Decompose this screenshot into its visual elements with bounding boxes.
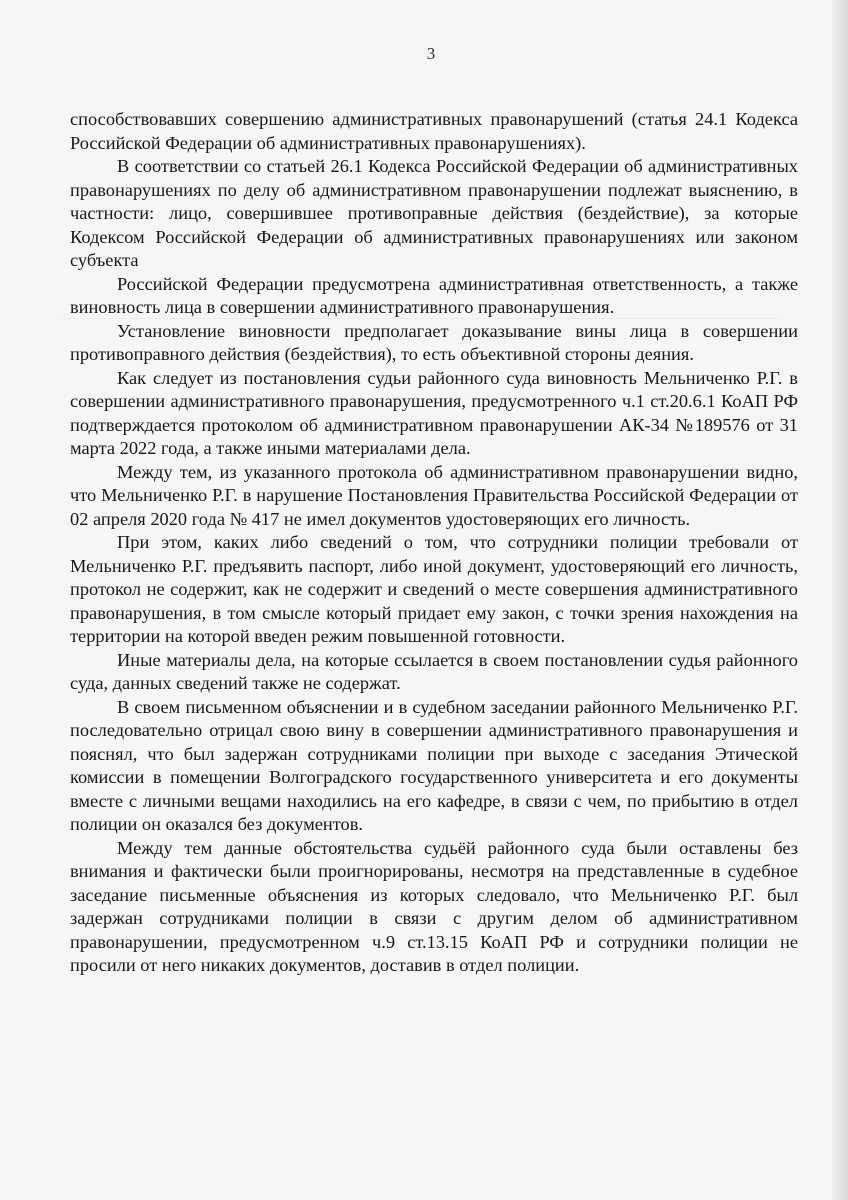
paragraph: Иные материалы дела, на которые ссылается в своем постановлении судья районного суда, данных сведений также не содержат. [70, 649, 798, 693]
paragraph: Между тем, из указанного протокола об административном правонарушении видно, что Мельниченко Р.Г. в нарушение Постановления Правительства Российской Федерации от 02 апреля 2020 года № 417 не имел документов удостоверяющих его личность. [70, 461, 798, 529]
scan-edge [832, 0, 848, 1200]
paragraph: В своем письменном объяснении и в судебном заседании районного Мельниченко Р.Г. последовательно отрицал свою вину в совершении административного правонарушения и пояснял, что был задержан сотрудниками полиции при выходе с заседания Этической комиссии в помещении Волгоградского государственного университета и его документы вместе с личными вещами находились на его кафедре, в связи с чем, по прибытию в отдел полиции он оказался без документов. [70, 696, 798, 834]
paragraph: При этом, каких либо сведений о том, что сотрудники полиции требовали от Мельниченко Р.Г. предъявить паспорт, либо иной документ, удостоверяющий его личность, протокол не содержит, как не содержит и сведений о месте совершения административного правонарушения, в том смысле который придает ему закон, с точки зрения нахождения на территории на которой введен режим повышенной готовности. [70, 532, 798, 646]
paragraph: Между тем данные обстоятельства судьёй районного суда были оставлены без внимания и фактически были проигнорированы, несмотря на представленные в судебное заседание письменные объяснения из которых следовало, что Мельниченко Р.Г. был задержан сотрудниками полиции в связи с другим делом об административном правонарушении, предусмотренном ч.9 ст.13.15 КоАП РФ и сотрудники полиции не просили от него никаких документов, доставив в отдел полиции. [70, 837, 798, 975]
paragraph: Российской Федерации предусмотрена административная ответственность, а также виновность лица в совершении административного правонарушения. [70, 273, 798, 317]
paragraph: Установление виновности предполагает доказывание вины лица в совершении противоправного действия (бездействия), то есть объективной стороны деяния. [70, 320, 798, 364]
paragraph: способствовавших совершению административных правонарушений (статья 24.1 Кодекса Российской Федерации об административных правонарушениях). [70, 109, 798, 153]
document-body [70, 108, 798, 978]
paragraph: Как следует из постановления судьи районного суда виновность Мельниченко Р.Г. в совершении административного правонарушения, предусмотренного ч.1 ст.20.6.1 КоАП РФ подтверждается протоколом об административном правонарушении АК-34 №189576 от 31 марта 2022 года, а также иными материалами дела. [70, 367, 798, 458]
paragraph: В соответствии со статьей 26.1 Кодекса Российской Федерации об административных правонарушениях по делу об административном правонарушении подлежат выяснению, в частности: лицо, совершившее противоправные действия (бездействие), за которые Кодексом Российской Федерации об административных правонарушениях или законом субъекта [70, 156, 798, 270]
page-number: 3 [426, 44, 436, 63]
